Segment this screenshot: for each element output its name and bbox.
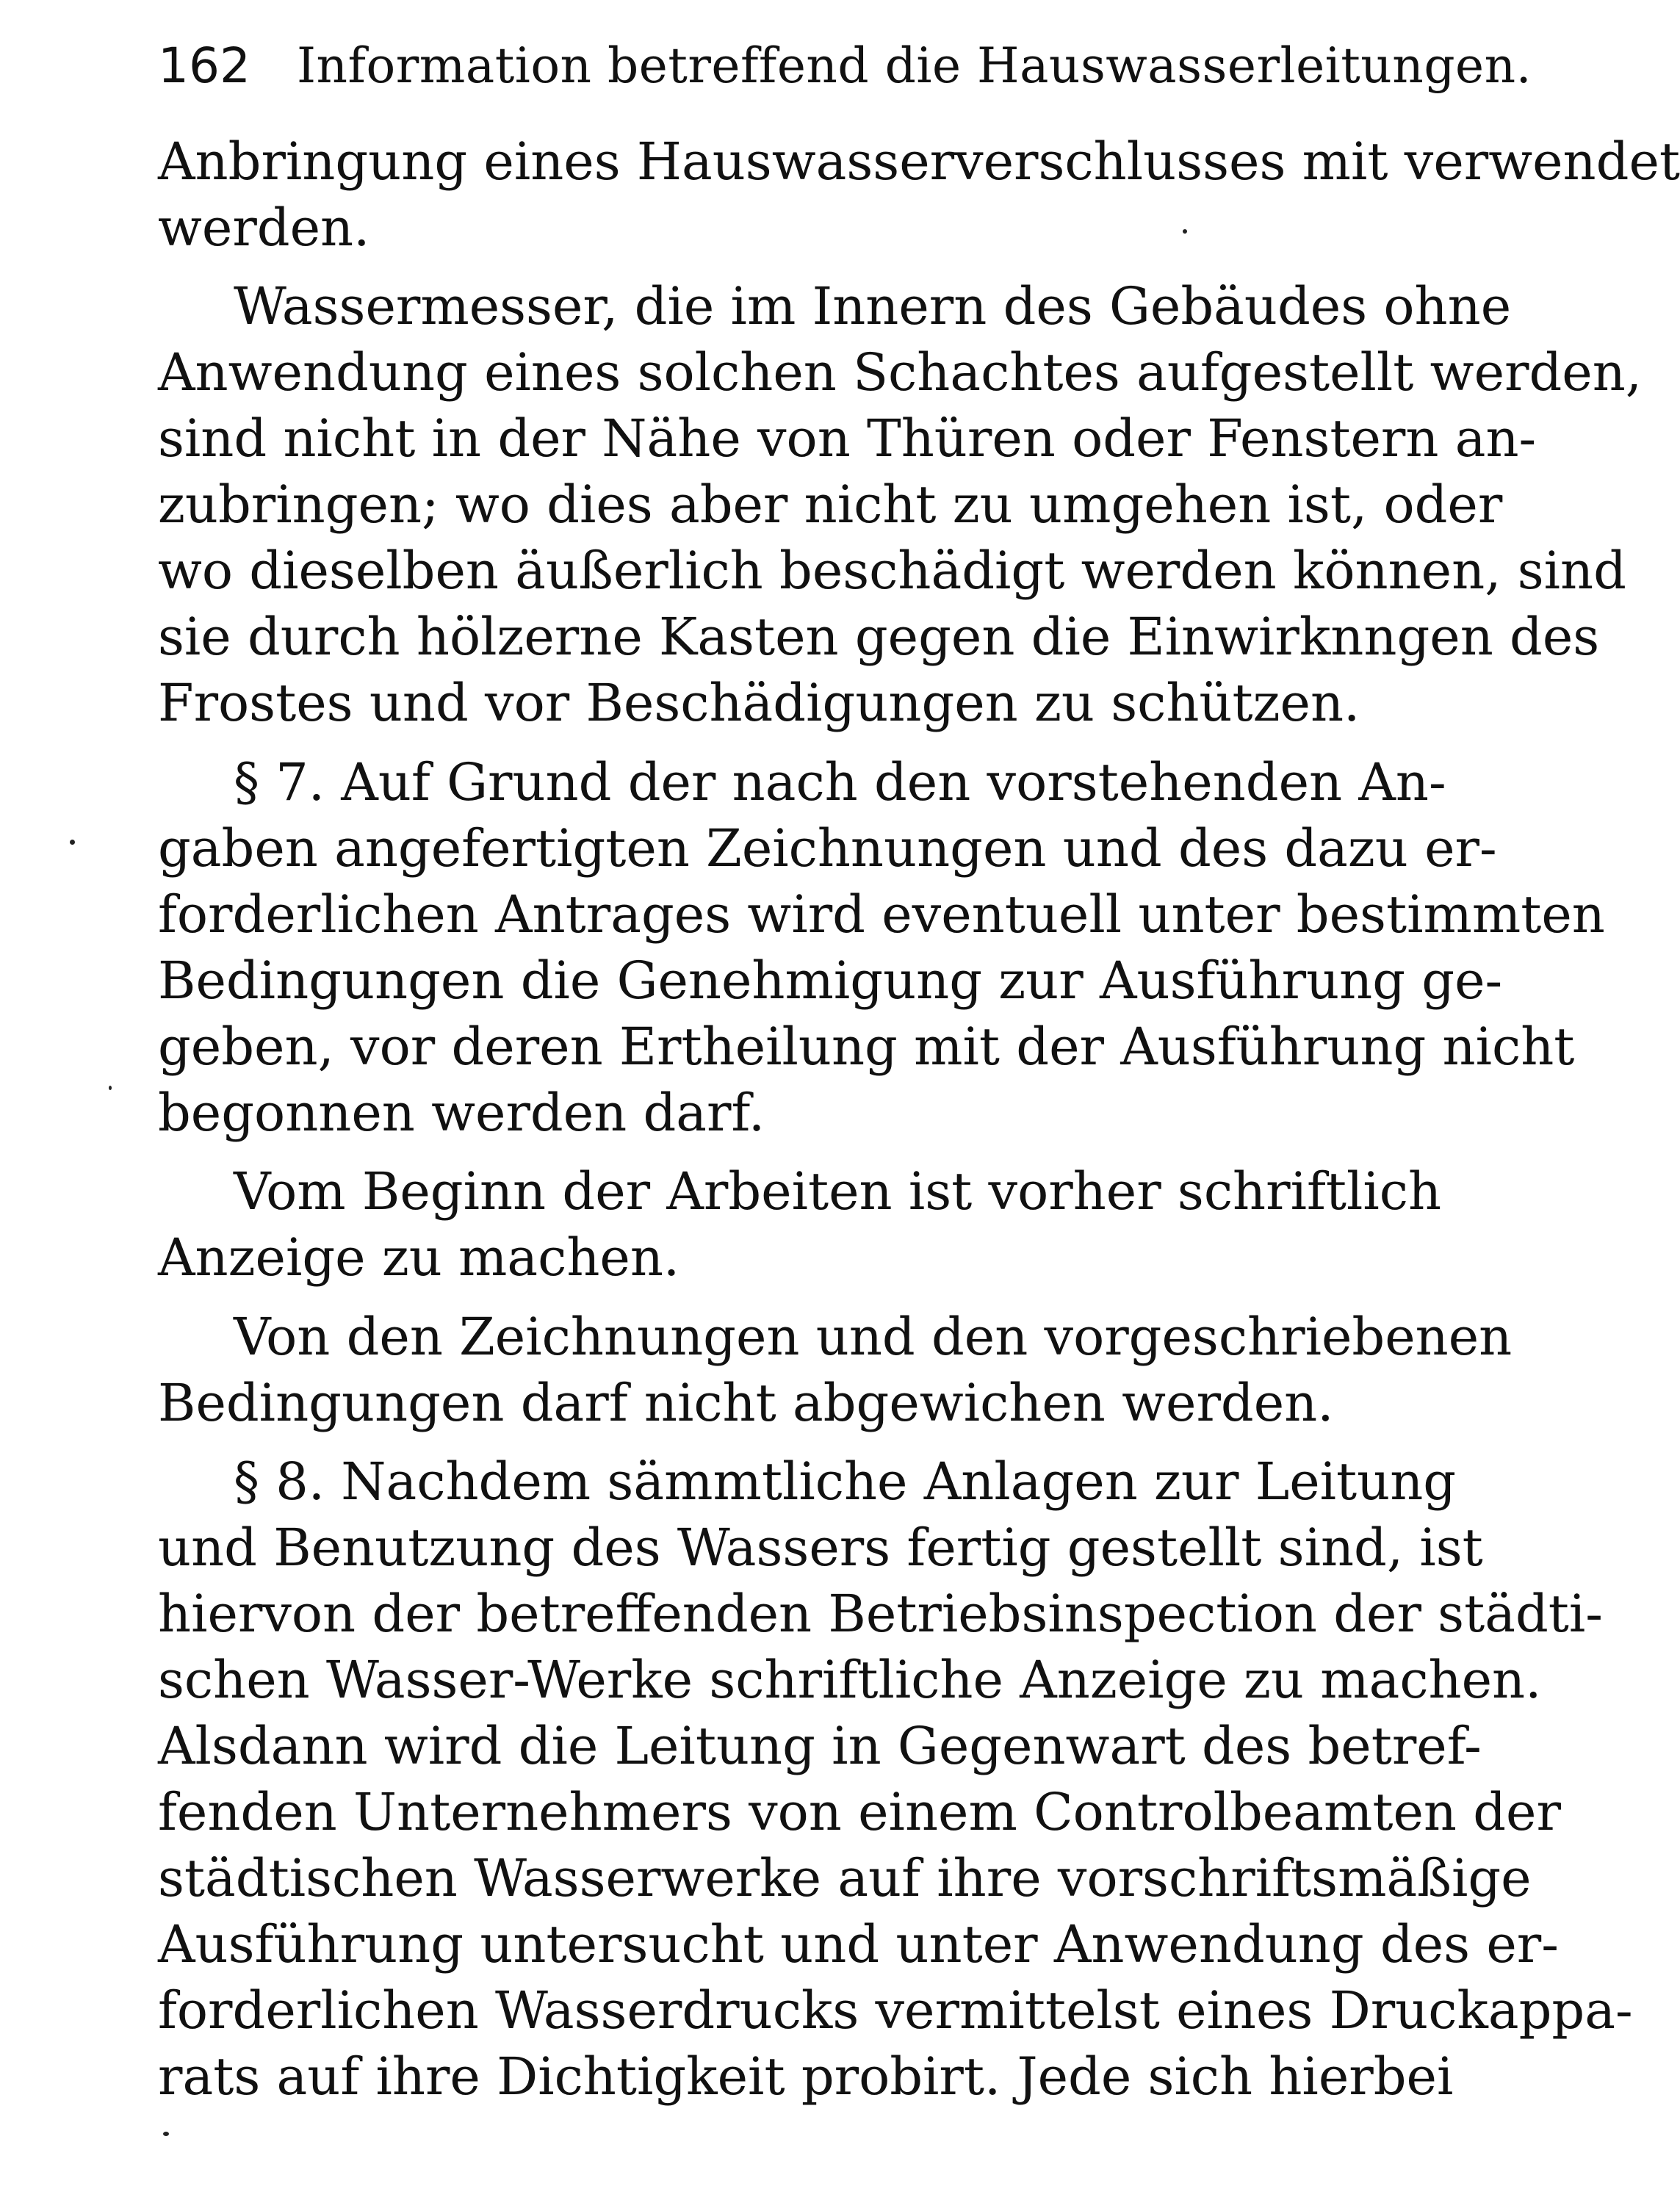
text-line: hiervon der betreffenden Betriebsinspection der städti- xyxy=(158,1584,1603,1644)
text-line: forderlichen Wasserdrucks vermittelst eines Druckappa- xyxy=(158,1980,1633,2041)
text-line: Bedingungen die Genehmigung zur Ausführung ge- xyxy=(158,951,1503,1011)
text-line: sie durch hölzerne Kasten gegen die Einwirknngen des xyxy=(158,607,1600,667)
text-line: gaben angefertigten Zeichnungen und des dazu er- xyxy=(158,818,1497,879)
text-line: rats auf ihre Dichtigkeit probirt. Jede sich hierbei xyxy=(158,2046,1454,2107)
text-line: städtischen Wasserwerke auf ihre vorschriftsmäßige xyxy=(158,1848,1532,1908)
text-line: fenden Unternehmers von einem Controlbeamten der xyxy=(158,1782,1561,1842)
text-line: forderlichen Antrages wird eventuell unter bestimmten xyxy=(158,884,1605,945)
scan-speck xyxy=(1183,229,1187,234)
text-line: Frostes und vor Beschädigungen zu schützen. xyxy=(158,673,1360,733)
text-line: Vom Beginn der Arbeiten ist vorher schriftlich xyxy=(234,1161,1442,1222)
text-line: Bedingungen darf nicht abgewichen werden. xyxy=(158,1373,1334,1433)
text-line: Von den Zeichnungen und den vorgeschriebenen xyxy=(234,1307,1513,1367)
scan-speck xyxy=(109,1086,112,1090)
text-line: schen Wasser-Werke schriftliche Anzeige zu machen. xyxy=(158,1650,1542,1710)
text-line: begonnen werden darf. xyxy=(158,1083,765,1143)
text-line: Wassermesser, die im Innern des Gebäudes ohne xyxy=(234,276,1512,336)
running-title: Information betreffend die Hauswasserleitungen. xyxy=(296,37,1532,94)
text-line: zubringen; wo dies aber nicht zu umgehen ist, oder xyxy=(158,475,1503,535)
text-line: und Benutzung des Wassers fertig gestellt sind, ist xyxy=(158,1518,1483,1578)
scan-speck xyxy=(70,840,75,845)
text-line: sind nicht in der Nähe von Thüren oder Fenstern an- xyxy=(158,408,1537,469)
text-line: geben, vor deren Ertheilung mit der Ausführung nicht xyxy=(158,1017,1575,1077)
page-number: 162 xyxy=(158,37,250,94)
page-header xyxy=(158,29,1532,103)
text-line: Alsdann wird die Leitung in Gegenwart des betref- xyxy=(158,1716,1482,1776)
text-line: Anbringung eines Hauswasserverschlusses mit verwendet xyxy=(158,131,1680,192)
text-line: werden. xyxy=(158,198,370,258)
text-line: Ausführung untersucht und unter Anwendung des er- xyxy=(158,1914,1559,1974)
text-line: § 7. Auf Grund der nach den vorstehenden An- xyxy=(234,752,1446,812)
text-line: § 8. Nachdem sämmtliche Anlagen zur Leitung xyxy=(234,1451,1457,1512)
scan-speck xyxy=(163,2132,169,2136)
text-line: wo dieselben äußerlich beschädigt werden können, sind xyxy=(158,541,1626,601)
text-line: Anzeige zu machen. xyxy=(158,1227,680,1288)
text-line: Anwendung eines solchen Schachtes aufgestellt werden, xyxy=(158,342,1643,403)
